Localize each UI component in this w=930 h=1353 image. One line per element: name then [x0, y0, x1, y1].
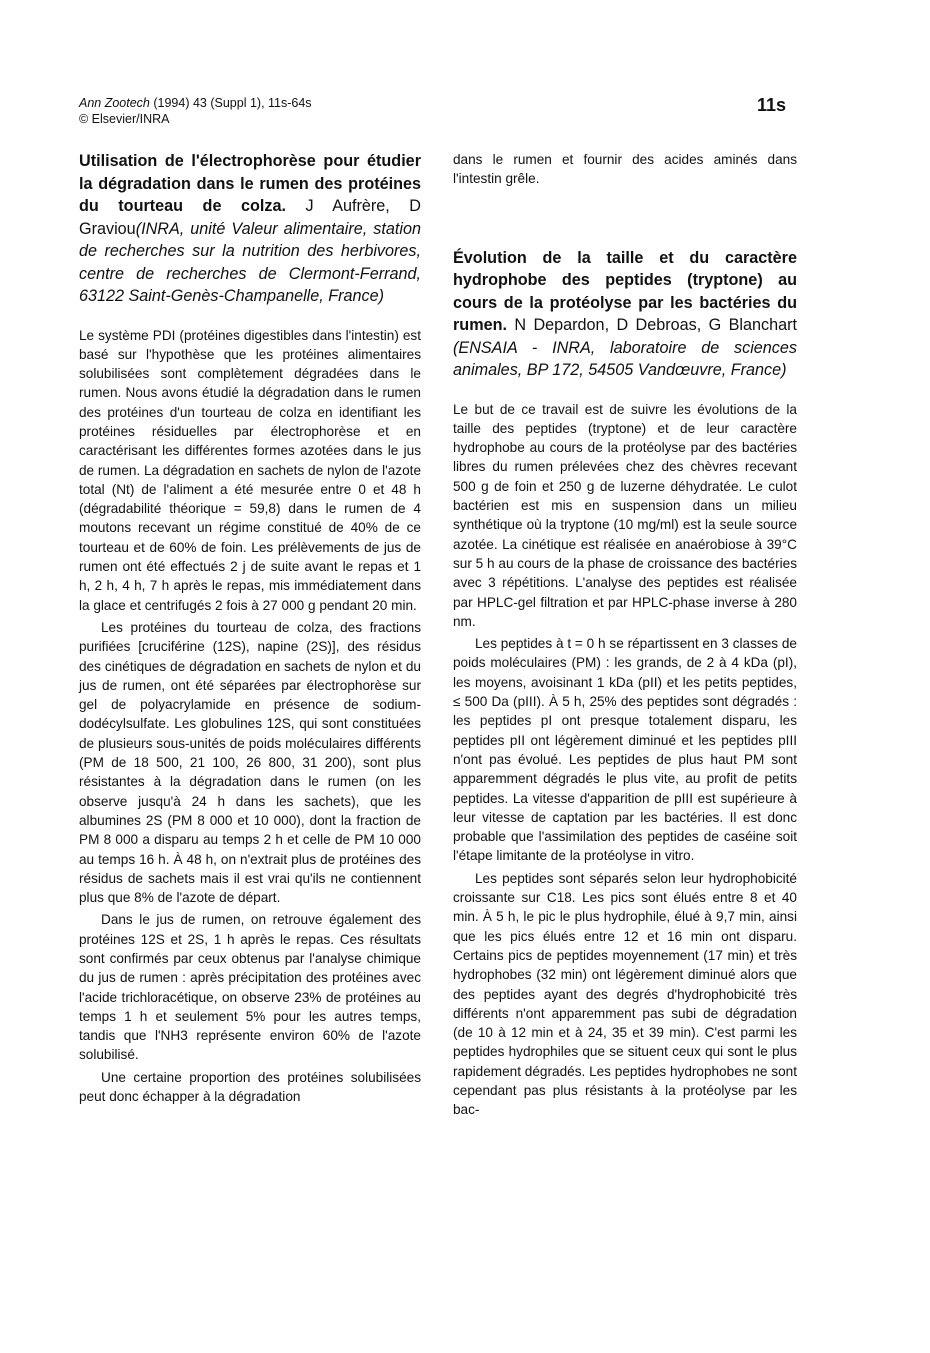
journal-header — [79, 95, 312, 127]
article2-paragraph-1: Le but de ce travail est de suivre les évolutions de la taille des peptides (tryptone) et de leur caractère hydrophobe au cours de la protéolyse par des bactéries libres du rumen prélevées chez des chèvres recevant 500 g de foin et 250 g de luzerne déhydratée. Le culot bactérien est mis en suspension dans un milieu synthétique où la tryptone (10 mg/ml) est la seule source azotée. La cinétique est réalisée en anaérobiose à 39°C sur 5 h au cours de la phase de croissance des bactéries avec 3 répétitions. L'analyse des peptides est réalisée par HPLC-gel filtration et par HPLC-phase inverse à 280 nm. — [453, 401, 797, 629]
article2-paragraph-2: Les peptides à t = 0 h se répartissent en 3 classes de poids moléculaires (PM) : les grands, de 2 à 4 kDa (pI), les moyens, avoisinant 1 kDa (pII) et les petits peptides, ≤ 500 Da (pIII). À 5 h, 25% des peptides sont dégradés : les peptides pI ont presque totalement disparu, les peptides pII ont légèrement diminué et les peptides pIII n'ont pas évolué. Les peptides de plus haut PM sont apparemment dégradés le plus vite, au profit de petits peptides. La vitesse d'apparition de pIII est supérieure à leur vitesse de captation par les bactéries. Il est donc probable que l'assimilation des peptides de caséine soit l'étape limitante de la protéolyse in vitro. — [453, 636, 797, 864]
page-number: 11s — [757, 95, 787, 115]
article2-heading — [453, 247, 797, 382]
article1-paragraph-3: Dans le jus de rumen, on retrouve également des protéines 12S et 2S, 1 h après le repas. Ces résultats sont confirmés par ceux obtenus par l'analyse chimique du jus de rumen : après précipitation des protéines avec l'acide trichloracétique, on observe 23% de protéines au temps 1 h et seulement 5% pour les autres temps, tandis que l'NH3 représente environ 60% de l'azote solubilisé. — [79, 912, 421, 1063]
article2-affiliation: (ENSAIA - INRA, laboratoire de sciences animales, BP 172, 54505 Vandœuvre, France) — [453, 338, 797, 380]
article1-paragraph-2: Les protéines du tourteau de colza, des fractions purifiées [cruciférine (12S), napine (2S)], des résidus des cinétiques de dégradation en sachets de nylon et du jus de rumen, ont été séparées par électrophorèse sur gel de polyacrylamide en présence de sodium-dodécylsulfate. Les globulines 12S, qui sont constituées de plusieurs sous-unités de poids moléculaires différents (PM de 18 500, 21 100, 26 800, 31 200), sont plus résistantes à la dégradation dans le rumen (on les observe jusqu'à 24 h dans les sachets), que les albumines 2S (PM 8 000 et 10 000), dont la fraction de PM 8 000 a disparu au temps 2 h et celle de PM 10 000 au temps 16 h. À 48 h, on n'extrait plus de protéines des résidus de sachets mais il est vrai qu'ils ne contiennent plus que 8% de l'azote de départ. — [79, 619, 421, 906]
journal-citation: (1994) 43 (Suppl 1), 11s-64s — [149, 96, 312, 110]
article1-continuation: dans le rumen et fournir des acides aminés dans l'intestin grêle. — [453, 152, 797, 187]
copyright: © Elsevier/INRA — [79, 112, 170, 126]
article2-authors: N Depardon, D Debroas, G Blanchart — [506, 316, 797, 335]
article1-affiliation: (INRA, unité Valeur alimentaire, station de recherches sur la nutrition des herbivores, centre de recherches de Clermont-Ferrand, 63122 Saint-Genès-Champanelle, France) — [79, 219, 421, 305]
left-column — [79, 150, 421, 1106]
article2-title: Évolution de la taille et du caractère hydrophobe des peptides (tryptone) au cours de la protéolyse par les bactéries du rumen. — [453, 248, 797, 335]
article2-paragraph-3: Les peptides sont séparés selon leur hydrophobicité croissante sur C18. Les pics sont élués entre 8 et 40 min. À 5 h, le pic le plus hydrophile, élué à 9,7 min, ainsi que les pics élués entre 12 et 16 min ont disparu. Certains pics de peptides moyennement (17 min) et très hydrophobes (32 min) ont légèrement diminué alors que des peptides ayant des degrés d'hydrophobicité très différents n'ont apparemment pas subi de dégradation (de 10 à 12 min et à 24, 35 et 39 min). C'est parmi les peptides hydrophiles que se situent ceux qui sont le plus rapidement dégradés. Les peptides hydrophobes ne sont cependant pas plus résistants à la protéolyse par les bac- — [453, 870, 797, 1118]
article1-title: Utilisation de l'électrophorèse pour étudier la dégradation dans le rumen des protéines du tourteau de colza. — [79, 152, 421, 215]
article1-authors: J Aufrère, D Graviou — [79, 197, 421, 238]
article1-paragraph-1: Le système PDI (protéines digestibles dans l'intestin) est basé sur l'hypothèse que les protéines alimentaires solubilisées sont complètement dégradées dans le rumen. Nous avons étudié la dégradation dans le rumen des protéines d'un tourteau de colza en identifiant les protéines résiduelles par électrophorèse et en caractérisant les différentes formes azotées dans le jus de rumen. La dégradation en sachets de nylon de l'azote total (Nt) de l'aliment a été mesurée entre 0 et 48 h (dégradabilité théorique = 59,8) dans le rumen de 4 moutons recevant un régime constitué de 40% de ce tourteau et de 60% de foin. Les prélèvements de jus de rumen ont été effectués 2 j de suite avant le repas et 1 h, 2 h, 4 h, 7 h après le repas, mis immédiatement dans la glace et centrifugés 2 fois à 27 000 g pendant 20 min. — [79, 327, 421, 613]
journal-name: Ann Zootech — [79, 96, 150, 110]
article1-paragraph-4: Une certaine proportion des protéines solubilisées peut donc échapper à la dégradation — [79, 1069, 421, 1105]
right-column — [453, 150, 797, 1120]
article1-heading — [79, 150, 421, 308]
